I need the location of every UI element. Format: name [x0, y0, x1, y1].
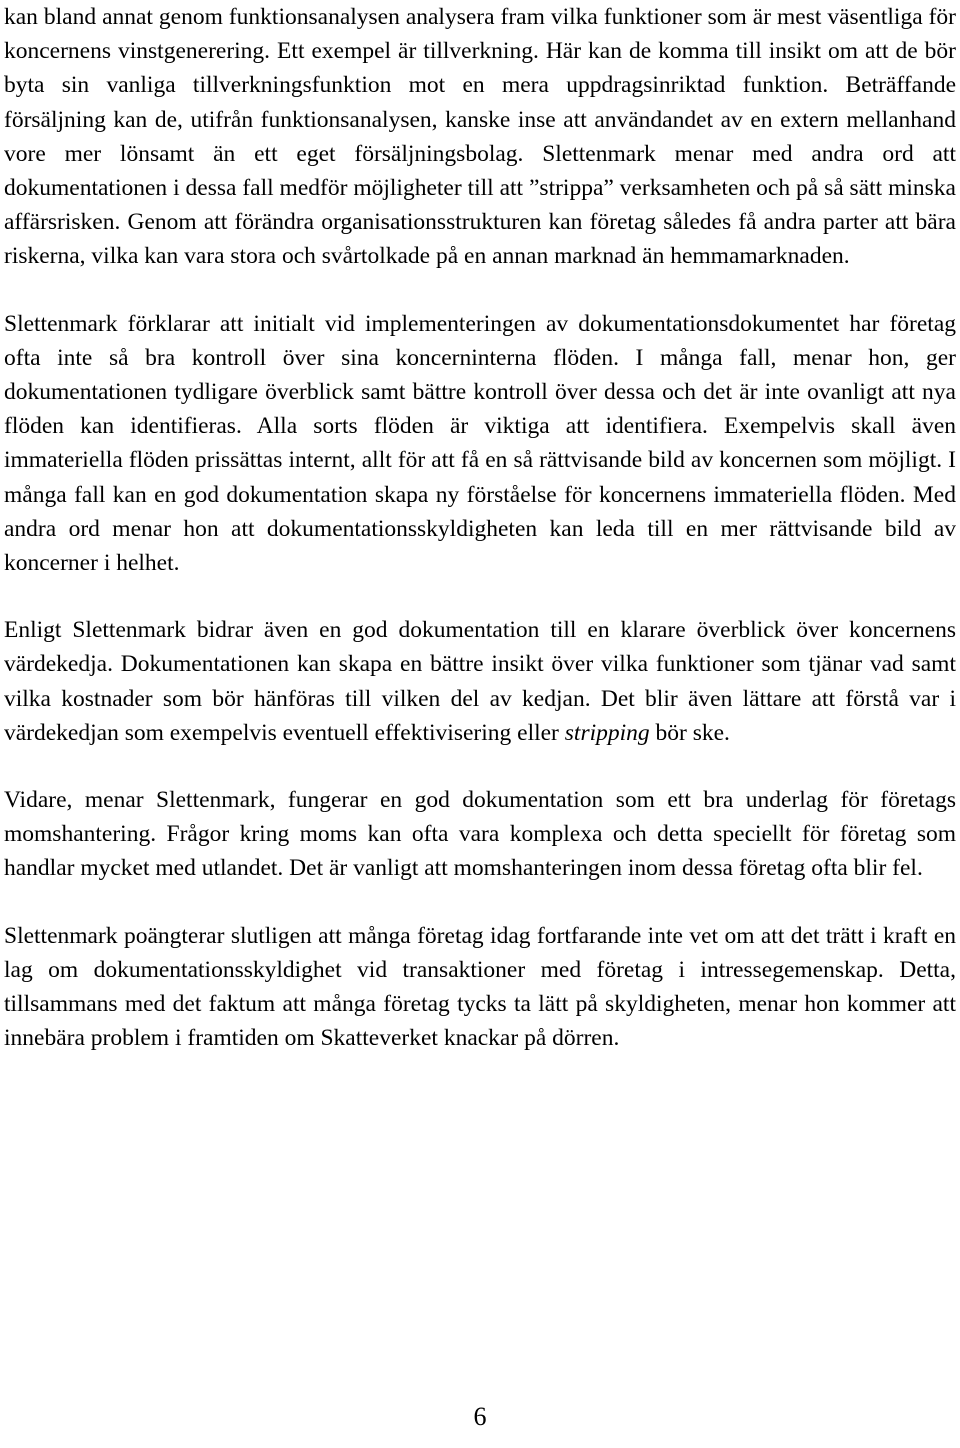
paragraph-3-text-before: Enligt Slettenmark bidrar även en god dokumentation till en klarare överblick över koncernens värdekedja. Dokumentationen kan skapa en bättre insikt över vilka funktioner som tjänar vad samt vilka kostnader som bör hänföras till vilken del av kedjan. Det blir även lättare att förstå var i värdekedjan som exempelvis eventuell effektivisering eller	[4, 617, 956, 746]
emphasized-term: stripping	[564, 719, 650, 746]
page-number: 6	[473, 1402, 487, 1431]
paragraph-4: Vidare, menar Slettenmark, fungerar en god dokumentation som ett bra underlag för företags momshantering. Frågor kring moms kan ofta vara komplexa och detta speciellt för företag som handlar mycket med utlandet. Det är vanligt att momshanteringen inom dessa företag ofta blir fel.	[4, 787, 956, 882]
paragraph-3	[4, 613, 956, 750]
paragraph-3-text-after: bör ske.	[649, 719, 730, 746]
document-page	[4, 0, 956, 1055]
paragraph-5: Slettenmark poängterar slutligen att många företag idag fortfarande inte vet om att det trätt i kraft en lag om dokumentationsskyldighet vid transaktioner med företag i intressegemenskap. Detta, tillsammans med det faktum att många företag tycks ta lätt på skyldigheten, menar hon kommer att innebära problem i framtiden om Skatteverket knackar på dörren.	[4, 922, 956, 1052]
paragraph-1: kan bland annat genom funktionsanalysen analysera fram vilka funktioner som är mest väsentliga för koncernens vinstgenerering. Ett exempel är tillverkning. Här kan de komma till insikt om att de bör byta sin vanliga tillverkningsfunktion mot en mera uppdragsinriktad funktion. Beträffande försäljning kan de, utifrån funktionsanalysen, kanske inse att användandet av en extern mellanhand vore mer lönsamt än ett eget försäljningsbolag. Slettenmark menar med andra ord att dokumentationen i dessa fall medför möjligheter till att ”strippa” verksamheten och på så sätt minska affärsrisken. Genom att förändra organisationsstrukturen kan företag således få andra parter att bära riskerna, vilka kan vara stora och svårtolkade på en annan marknad än hemmamarknaden.	[4, 4, 956, 270]
paragraph-2: Slettenmark förklarar att initialt vid implementeringen av dokumentationsdokumentet har företag ofta inte så bra kontroll över sina koncerninterna flöden. I många fall, menar hon, ger dokumentationen tydligare överblick samt bättre kontroll över dessa och det är inte ovanligt att nya flöden kan identifieras. Alla sorts flöden är viktiga att identifiera. Exempelvis skall även immateriella flöden prissättas internt, allt för att få en så rättvisande bild av koncernen som möjligt. I många fall kan en god dokumentation skapa ny förståelse för koncernens immateriella flöden. Med andra ord menar hon att dokumentationsskyldigheten kan leda till en mer rättvisande bild av koncerner i helhet.	[4, 310, 956, 577]
